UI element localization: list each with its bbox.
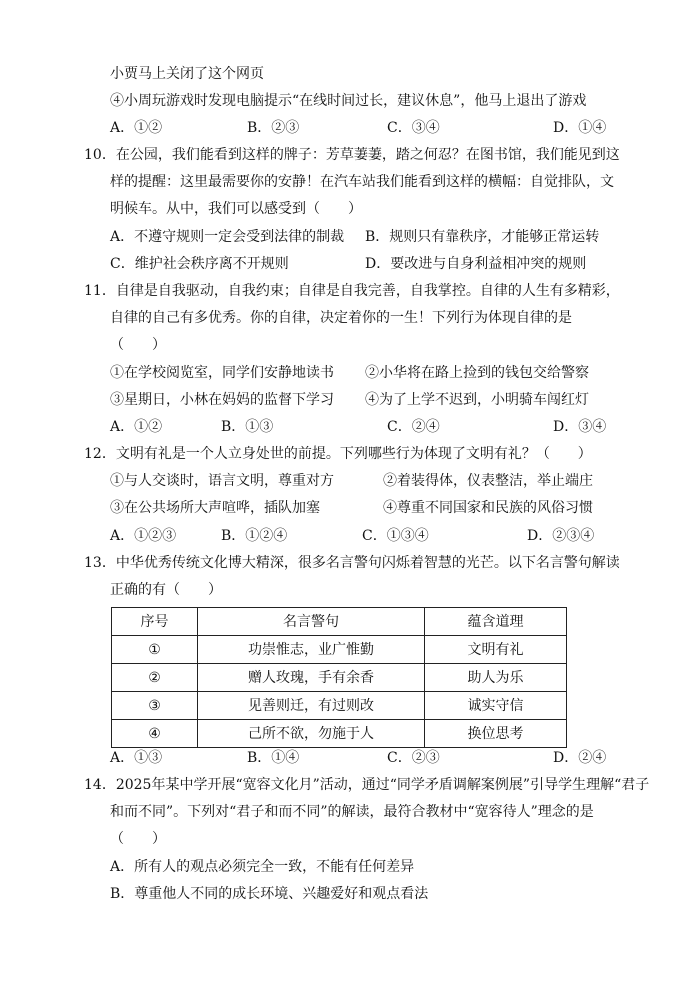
q11-option-c: C．②④ (387, 419, 440, 435)
q9-option-d: D．①④ (553, 120, 607, 136)
q9-option-a: A．①② (110, 120, 163, 136)
q11-item4: ④为了上学不迟到，小明骑车闯红灯 (365, 392, 589, 408)
q11-option-a: A．①② (110, 419, 163, 435)
q10-option-d: D．要改进与自身利益相冲突的规则 (365, 256, 587, 272)
table-cell-quote: 功崇惟志，业广惟勤 (198, 636, 425, 664)
q14-option-b: B．尊重他人不同的成长环境、兴趣爱好和观点看法 (110, 886, 429, 902)
table-row (112, 664, 567, 692)
q12-item1: ①与人交谈时，语言文明，尊重对方 (110, 473, 334, 489)
q9-item4: ④小周玩游戏时发现电脑提示“在线时间过长，建议休息”，他马上退出了游戏 (110, 93, 587, 109)
q13-option-a: A．①③ (110, 750, 163, 766)
q14-stem-line2: 和而不同”。下列对“君子和而不同”的解读，最符合教材中“宽容待人”理念的是 (110, 804, 594, 820)
q11-stem-line2: 自律的自己有多优秀。你的自律，决定着你的一生！下列行为体现自律的是 (110, 310, 572, 326)
table-cell-number: ② (112, 664, 198, 692)
q12-stem: 12．文明有礼是一个人立身处世的前提。下列哪些行为体现了文明有礼？（ ） (84, 446, 592, 462)
table-cell-number: ③ (112, 692, 198, 720)
q11-option-b: B．①③ (221, 419, 274, 435)
q11-stem-line3: （ ） (110, 337, 166, 353)
q10-option-c: C．维护社会秩序离不开规则 (110, 256, 289, 272)
table-cell-meaning: 文明有礼 (425, 636, 567, 664)
table-header-row (112, 608, 567, 636)
table-cell-number: ① (112, 636, 198, 664)
q13-stem-line2: 正确的有（ ） (110, 582, 222, 598)
q12-item4: ④尊重不同国家和民族的风俗习惯 (383, 500, 593, 516)
q12-option-b: B．①②④ (221, 528, 288, 544)
q12-item2: ②着装得体，仪表整洁，举止端庄 (383, 473, 593, 489)
q13-quotes-table (111, 607, 567, 748)
q10-stem-line2: 样的提醒：这里最需要你的安静！在汽车站我们能看到这样的横幅：自觉排队，文 (110, 174, 614, 190)
q12-option-a: A．①②③ (110, 528, 177, 544)
q11-option-d: D．③④ (553, 419, 607, 435)
q12-option-d: D．②③④ (527, 528, 595, 544)
table-cell-meaning: 助人为乐 (425, 664, 567, 692)
q12-option-c: C．①③④ (362, 528, 429, 544)
table-cell-meaning: 换位思考 (425, 720, 567, 748)
q10-option-b: B．规则只有靠秩序，才能够正常运转 (365, 229, 600, 245)
q14-stem-line1: 14．2025年某中学开展“宽容文化月”活动，通过“同学矛盾调解案例展”引导学生理解“君子 (84, 777, 650, 793)
table-header-number: 序号 (112, 608, 198, 636)
q9-option-c: C．③④ (387, 120, 440, 136)
table-cell-number: ④ (112, 720, 198, 748)
q13-option-c: C．②③ (387, 750, 440, 766)
table-row (112, 636, 567, 664)
q10-stem-line1: 10．在公园，我们能看到这样的牌子：芳草萋萋，踏之何忍？在图书馆，我们能见到这 (84, 147, 620, 163)
q11-stem-line1: 11．自律是自我驱动，自我约束；自律是自我完善，自我掌控。自律的人生有多精彩， (84, 283, 620, 299)
q13-option-d: D．②④ (553, 750, 607, 766)
q9-item3-continuation: 小贾马上关闭了这个网页 (110, 66, 264, 82)
q11-item2: ②小华将在路上捡到的钱包交给警察 (365, 365, 589, 381)
q12-item3: ③在公共场所大声喧哗，插队加塞 (110, 500, 320, 516)
table-cell-quote: 己所不欲，勿施于人 (198, 720, 425, 748)
q10-stem-line3: 明候车。从中，我们可以感受到（ ） (110, 201, 362, 217)
q14-stem-line3: （ ） (110, 831, 166, 847)
table-header-meaning: 蕴含道理 (425, 608, 567, 636)
table-header-quote: 名言警句 (198, 608, 425, 636)
q9-option-b: B．②③ (247, 120, 300, 136)
table-cell-meaning: 诚实守信 (425, 692, 567, 720)
table-row (112, 720, 567, 748)
q11-item1: ①在学校阅览室，同学们安静地读书 (110, 365, 334, 381)
table-cell-quote: 见善则迁，有过则改 (198, 692, 425, 720)
q13-stem-line1: 13．中华优秀传统文化博大精深，很多名言警句闪烁着智慧的光芒。以下名言警句解读 (84, 555, 620, 571)
table-cell-quote: 赠人玫瑰，手有余香 (198, 664, 425, 692)
q10-option-a: A．不遵守规则一定会受到法律的制裁 (110, 229, 345, 245)
q14-option-a: A．所有人的观点必须完全一致，不能有任何差异 (110, 859, 415, 875)
table-row (112, 692, 567, 720)
q13-option-b: B．①④ (247, 750, 300, 766)
q11-item3: ③星期日，小林在妈妈的监督下学习 (110, 392, 334, 408)
